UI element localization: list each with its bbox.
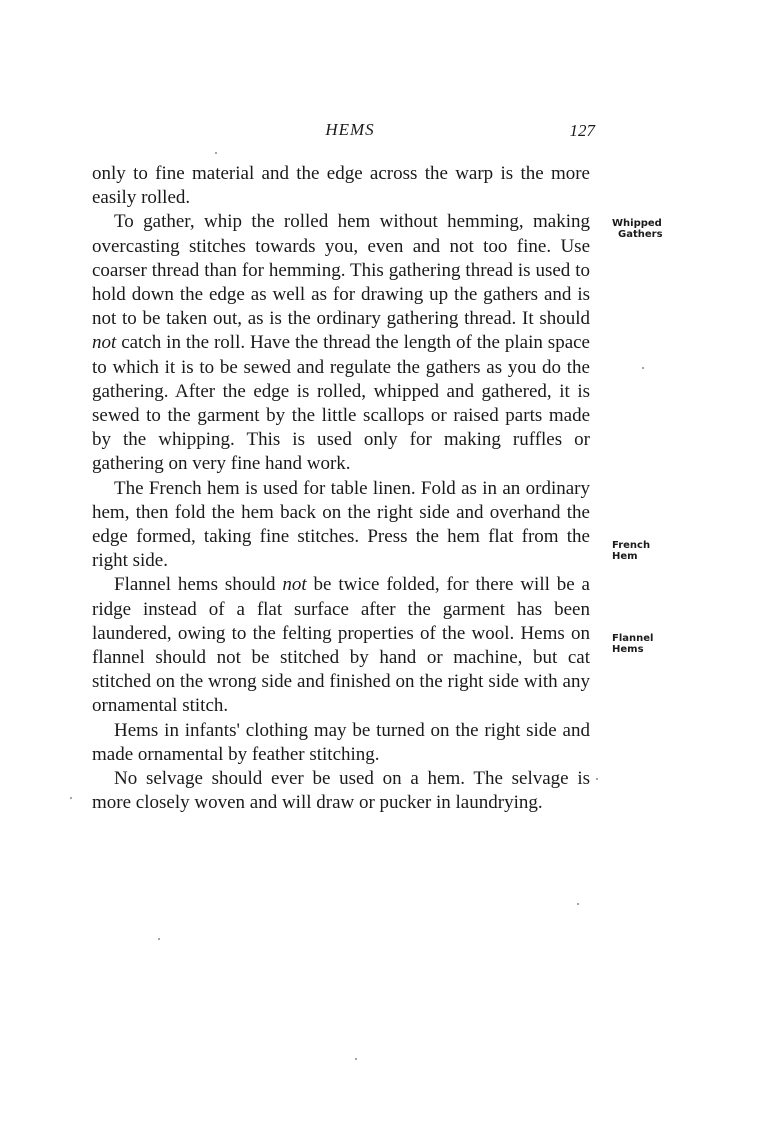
scan-speck [70,797,72,799]
text-run: catch in the roll. Have the thread the length of the plain space to which it is to be sewed and regulate the gathers as you do the gathering. After the edge is rolled, whipped and gathered, it is sewed to the garment by the little scallops or raised parts made by the whipping. This is used only for making ruffles or gathering on very fine hand work. [92,332,590,475]
paragraph-1: only to fine material and the edge across the warp is the more easily rolled. [92,163,590,209]
side-note-line: Whipped [612,218,662,229]
paragraph-french-hem: The French hem is used for table linen. Fold as in an ordinary hem, then fold the hem back on the right side and overhand the edge formed, taking fine stitches. Press the hem flat from the right side. [92,477,590,572]
emphasis: not [282,574,307,596]
side-note-line: Flannel [612,633,654,644]
page-number: 127 [569,121,595,140]
scan-speck [215,152,217,154]
emphasis: not [92,332,117,354]
body-text [92,162,590,815]
text-run: Flannel hems should [114,574,283,596]
side-note-line: French [612,540,651,551]
scan-speck [355,1058,357,1060]
side-note-line: Hems [612,644,644,655]
running-header: HEMS [325,120,375,139]
side-note-line: Hem [612,551,638,562]
text-run: be twice folded, for there will be a ridge instead of a flat surface after the garment has been laundered, owing to the felting properties of the wool. Hems on flannel should not be stitched by hand or machine, but cat stitched on the wrong side and finished on the right side with any ornamental stitch. [92,574,590,717]
scan-speck [596,778,598,780]
paragraph-whipped-gathers [92,210,590,476]
scan-speck [577,903,579,905]
scan-speck [642,367,644,369]
side-note-flannel-hems [612,633,692,655]
scan-speck [158,938,160,940]
paragraph-infants-clothing: Hems in infants' clothing may be turned on the right side and made ornamental by feather stitching. [92,719,590,765]
side-note-line: Gathers [618,229,663,240]
side-note-french-hem [612,540,692,562]
paragraph-flannel-hems [92,573,590,718]
side-note-whipped-gathers [612,218,692,240]
text-run: To gather, whip the rolled hem without hemming, making overcasting stitches towards you, even and not too fine. Use coarser thread than for hemming. This gathering thread is used to hold down the edge as well as for drawing up the gathers and is not to be taken out, as is the ordinary gathering thread. It should [92,211,590,330]
paragraph-selvage: No selvage should ever be used on a hem. The selvage is more closely woven and will draw or pucker in laundrying. [92,768,590,814]
